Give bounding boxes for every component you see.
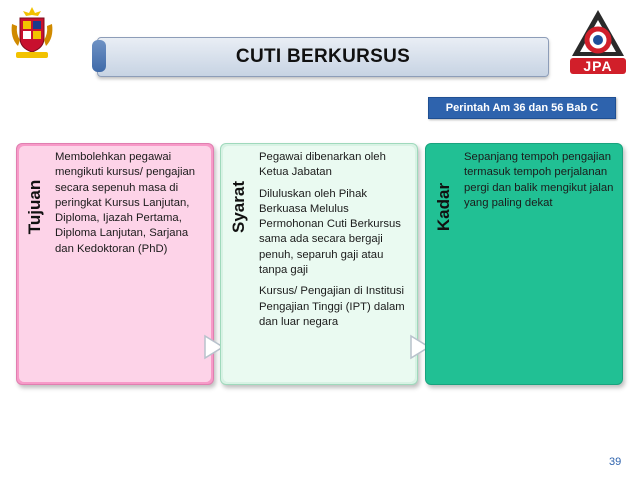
page-title: CUTI BERKURSUS	[235, 46, 411, 67]
title-bar	[97, 37, 549, 77]
reference-badge: Perintah Am 36 dan 56 Bab C	[428, 97, 616, 119]
panel-syarat-text-1: Pegawai dibenarkan oleh Ketua Jabatan	[259, 151, 386, 179]
coat-of-arms-logo	[8, 4, 56, 62]
panel-tujuan	[16, 143, 214, 385]
panel-tujuan-header-text: Tujuan	[25, 179, 44, 235]
page-number: 39	[609, 456, 622, 468]
panel-kadar-text-1: Sepanjang tempoh pengajian termasuk tempoh perjalanan pergi dan balik mengikut jalan yang paling dekat	[464, 151, 614, 209]
panel-syarat-text-2: Diluluskan oleh Pihak Berkuasa Melulus Permohonan Cuti Berkursus sama ada secara bergaji penuh, separuh gaji atau tanpa gaji	[259, 187, 401, 277]
panel-syarat	[220, 143, 418, 385]
panel-kadar	[425, 143, 623, 385]
panel-syarat-header	[227, 152, 251, 262]
panel-tujuan-body	[55, 150, 205, 263]
jpa-logo-text: JPA	[583, 58, 613, 74]
panel-syarat-text-3: Kursus/ Pengajian di Institusi Pengajian Tinggi (IPT) dalam dan luar negara	[259, 285, 405, 328]
panel-kadar-header	[432, 152, 456, 262]
panel-kadar-body	[464, 150, 614, 217]
panel-tujuan-header	[23, 152, 47, 262]
panel-syarat-body	[259, 150, 409, 336]
panel-kadar-header-text: Kadar	[434, 182, 453, 232]
jpa-logo	[566, 4, 630, 76]
panel-tujuan-text-1: Membolehkan pegawai mengikuti kursus/ pengajian secara sepenuh masa di peringkat Kursus Lanjutan, Diploma, Ijazah Pertama, Diploma Lanjutan, Sarjana dan Kedoktoran (PhD)	[55, 151, 196, 255]
panel-syarat-header-text: Syarat	[229, 181, 248, 233]
